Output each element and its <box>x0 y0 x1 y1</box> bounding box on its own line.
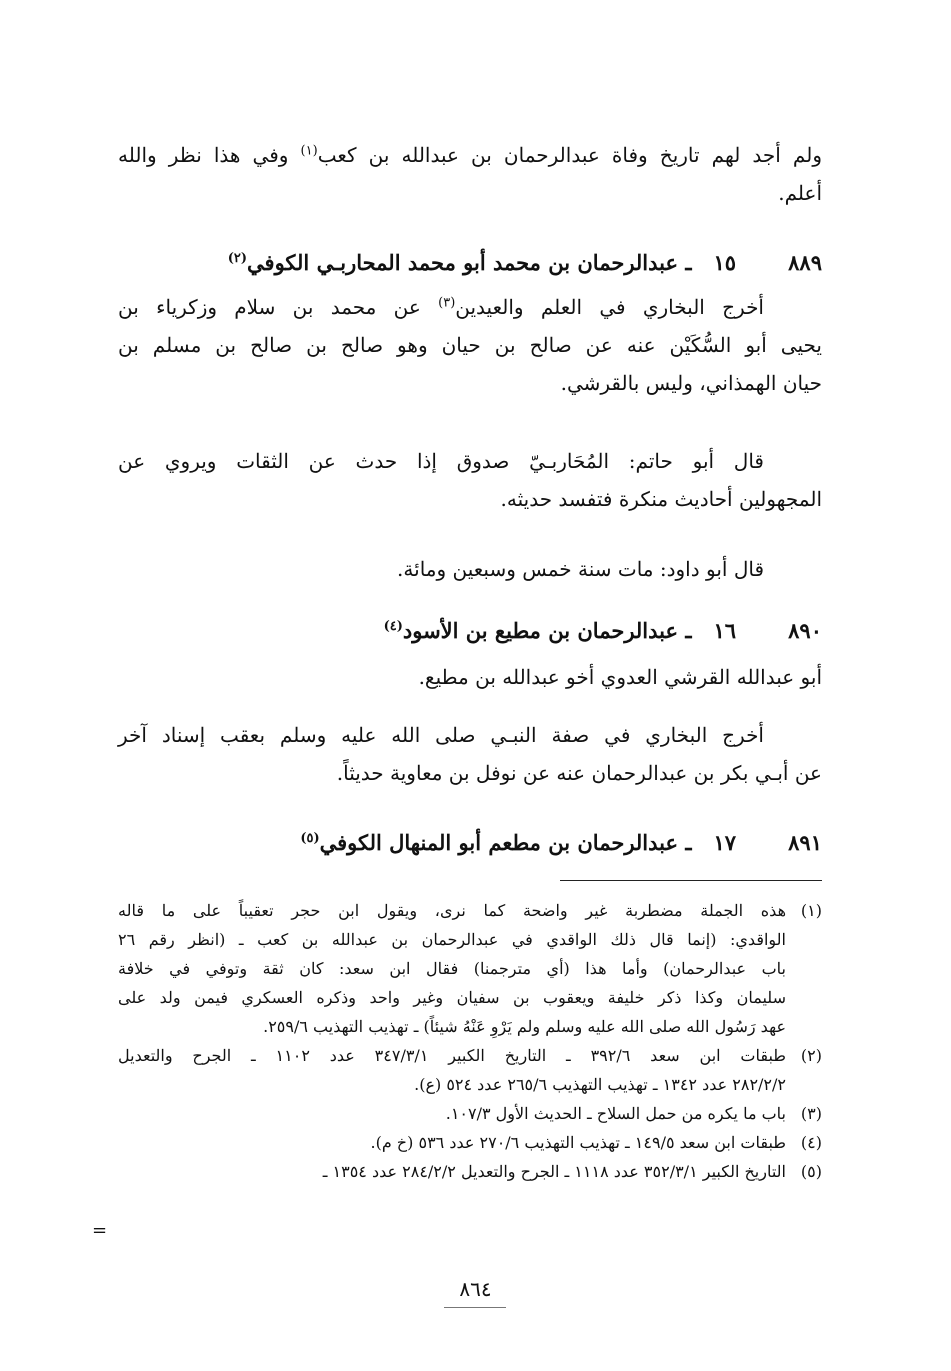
entry-name: ـ عبدالرحمان بن محمد أبو محمد المحاربـي الكوفي <box>247 250 692 275</box>
footnote-number: (٥) <box>800 1162 822 1181</box>
entry-number: ٨٩١ <box>788 830 822 855</box>
entry-890-lineage <box>118 658 822 696</box>
footnote-line: باب ما يكره من حمل السلاح ـ الحديث الأول ١٠٧/٣. <box>445 1104 786 1123</box>
paragraph-line: حيان الهمذاني، وليس بالقرشي. <box>560 371 822 395</box>
paragraph-text: عن محمد بن سلام وزكرياء بن <box>118 295 439 319</box>
continuation-mark: = <box>92 1220 108 1241</box>
abu-dawud-quote <box>118 550 822 588</box>
footnote-ref: (٥) <box>300 831 320 846</box>
page-number: ٨٦٤ <box>0 1277 951 1301</box>
entry-number: ٨٩٠ <box>788 618 822 643</box>
paragraph-line: قال أبو حاتم: المُحَاربـيّ صدوق إذا حدث عن الثقات ويروي عن <box>118 449 764 473</box>
paragraph-text: وفي هذا نظر والله <box>118 143 301 167</box>
entry-889-heading <box>118 244 822 282</box>
footnote-line: طبقات ابن سعد ١٤٩/٥ ـ تهذيب التهذيب ٢٧٠/٦ عدد ٥٣٦ (خ م). <box>370 1133 786 1152</box>
paragraph-line: أخرج البخاري في صفة النبـي صلى الله عليه وسلم بعقب إسناد آخر <box>118 723 764 747</box>
paragraph-text: ولم أجد لهم تاريخ وفاة عبدالرحمان بن عبدالله بن كعب <box>317 143 822 167</box>
entry-890-heading <box>118 612 822 650</box>
entry-name: ـ عبدالرحمان بن مطعم أبو المنهال الكوفي <box>319 830 692 855</box>
entry-title <box>228 244 736 282</box>
footnote-ref: (٣) <box>438 295 456 311</box>
footnote-line: ٢٨٢/٢/٢ عدد ١٣٤٢ ـ تهذيب التهذيب ٢٦٥/٦ عدد ٥٢٤ (ع). <box>414 1075 786 1094</box>
footnote-line: سليمان وكذا ذكر خليفة ويعقوب بن سفيان وغير واحد وذكره العسكري فيمن ولد على <box>118 988 786 1007</box>
entry-title <box>300 824 736 862</box>
entry-title <box>384 612 736 650</box>
footnote-1 <box>118 896 822 1041</box>
entry-index: ١٥ <box>713 250 736 275</box>
paragraph-line: أعلم. <box>778 181 822 205</box>
footnote-number: (٢) <box>800 1046 822 1065</box>
footnote-number: (١) <box>800 901 822 920</box>
footnote-number: (٤) <box>800 1133 822 1152</box>
opening-paragraph <box>118 136 822 212</box>
paragraph-line: عن أبـي بكر بن عبدالرحمان عنه عن نوفل بن معاوية حديثاً. <box>336 761 822 785</box>
paragraph-line: يحيى أبو السُّكَيْن عنه عن صالح بن حيان وهو صالح بن صالح بن مسلم بن <box>118 333 822 357</box>
footnote-ref: (١) <box>300 143 318 159</box>
footnote-line: عهد رَسُول الله صلى الله عليه وسلم ولم يَرْوِ عَنْهُ شيئاً) ـ تهذيب التهذيب ٢٥٩/٦. <box>263 1017 786 1036</box>
footnote-line: طبقات ابن سعد ٣٩٢/٦ ـ التاريخ الكبير ٣٤٧/٣/١ عدد ١١٠٢ ـ الجرح والتعديل <box>118 1046 787 1065</box>
footnote-5 <box>118 1157 822 1186</box>
paragraph-text: أخرج البخاري في العلم والعيدين <box>455 295 764 319</box>
footnote-line: الواقدي: (إنما قال ذلك الواقدي في عبدالرحمان بن عبدالله بن كعب ـ (انظر رقم ٢٦ <box>118 930 786 949</box>
footnote-line: التاريخ الكبير ٣٥٢/٣/١ عدد ١١١٨ ـ الجرح والتعديل ٢٨٤/٢/٢ عدد ١٣٥٤ ـ <box>322 1162 786 1181</box>
abu-hatim-quote <box>118 442 822 518</box>
entry-number: ٨٨٩ <box>788 250 822 275</box>
paragraph-line <box>118 288 822 326</box>
entry-index: ١٧ <box>713 830 736 855</box>
entry-889-body <box>118 288 822 402</box>
paragraph-line: أبو عبدالله القرشي العدوي أخو عبدالله بن مطيع. <box>418 665 822 689</box>
entry-890-body <box>118 716 822 792</box>
footnote-4 <box>118 1128 822 1157</box>
paragraph-line <box>118 136 822 174</box>
entry-891-heading <box>118 824 822 862</box>
paragraph-line: المجهولين أحاديث منكرة فتفسد حديثه. <box>500 487 822 511</box>
footnote-separator <box>560 880 822 881</box>
entry-name: ـ عبدالرحمان بن مطيع بن الأسود <box>402 618 692 643</box>
footnote-ref: (٤) <box>383 619 403 634</box>
entry-index: ١٦ <box>713 618 736 643</box>
footnote-line: باب عبدالرحمان) وأما هذا (أي مترجمنا) فقال ابن سعد: كان ثقة وتوفي في خلافة <box>118 959 786 978</box>
footnote-3 <box>118 1099 822 1128</box>
footnote-line: هذه الجملة مضطربة غير واضحة كما نرى، ويقول ابن حجر تعقيباً على ما قاله <box>118 901 786 920</box>
paragraph-line: قال أبو داود: مات سنة خمس وسبعين ومائة. <box>397 557 764 581</box>
footnote-number: (٣) <box>800 1104 822 1123</box>
footnote-2 <box>118 1041 822 1099</box>
footnotes <box>118 896 822 1186</box>
footnote-ref: (٢) <box>227 251 248 266</box>
